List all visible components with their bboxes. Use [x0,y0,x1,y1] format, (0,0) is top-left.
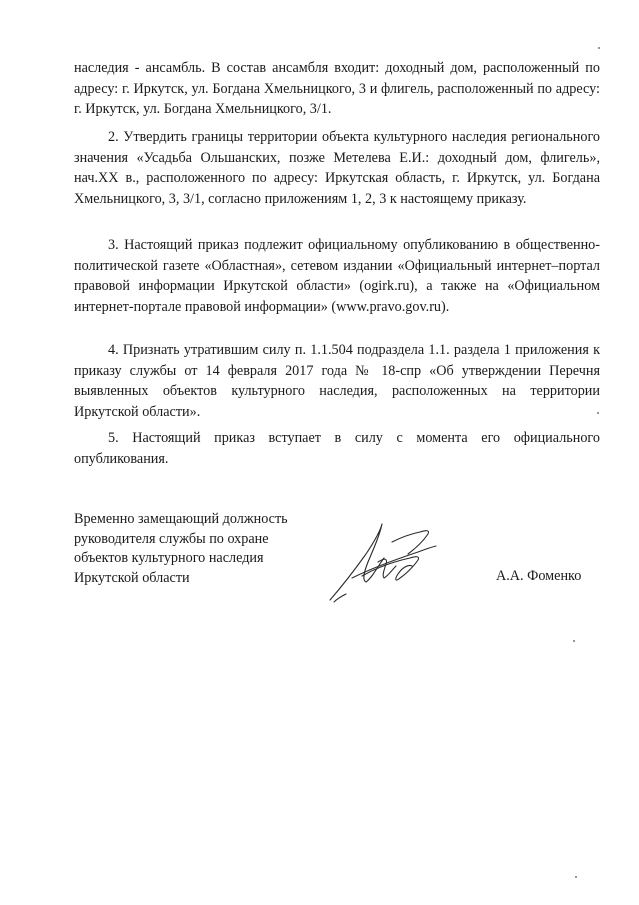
scan-speck [573,640,575,642]
signatory-position [74,510,334,588]
signatory-position-line: объектов культурного наследия [74,550,264,566]
paragraph-item-2: 2. Утвердить границы территории объекта культурного наследия регионального значения «Усадьба Ольшанских, позже Метелева Е.И.: доходный дом, флигель», нач.XX в., расположенного по адресу: Иркутская область, г. Иркутск, ул. Богдана Хмельницкого, 3, 3/1, согласно приложениям 1, 2, 3 к настоящему приказу. [74,129,600,207]
paragraph-item-3: 3. Настоящий приказ подлежит официальному опубликованию в общественно-политической газете «Областная», сетевом издании «Официальный интернет–портал правовой информации Иркутской области» (ogirk.ru), а также на «Официальном интернет-портале правовой информации» (www.pravo.gov.ru). [74,237,600,315]
signatory-position-line: руководителя службы по охране [74,530,269,547]
signer-name: А.А. Фоменко [496,568,582,584]
signatory-position-line: Временно замещающий должность [74,511,288,527]
paragraph-item-5: 5. Настоящий приказ вступает в силу с момента его официального опубликования. [74,430,600,467]
paragraph-item-4: 4. Признать утратившим силу п. 1.1.504 подраздела 1.1. раздела 1 приложения к приказу службы от 14 февраля 2017 года № 18-спр «Об утверждении Перечня выявленных объектов культурного наследия, расположенных на территории Иркутской области». [74,342,600,420]
signatory-position-line: Иркутской области [74,569,190,586]
handwritten-signature [322,518,442,604]
scan-speck [597,412,599,414]
scan-speck [598,47,600,49]
scan-speck [575,876,577,878]
paragraph-continuation: наследия - ансамбль. В состав ансамбля входит: доходный дом, расположенный по адресу: г. Иркутск, ул. Богдана Хмельницкого, 3 и флигель, расположенный по адресу: г. Иркутск, ул. Богдана Хмельницкого, 3/1. [74,60,600,117]
